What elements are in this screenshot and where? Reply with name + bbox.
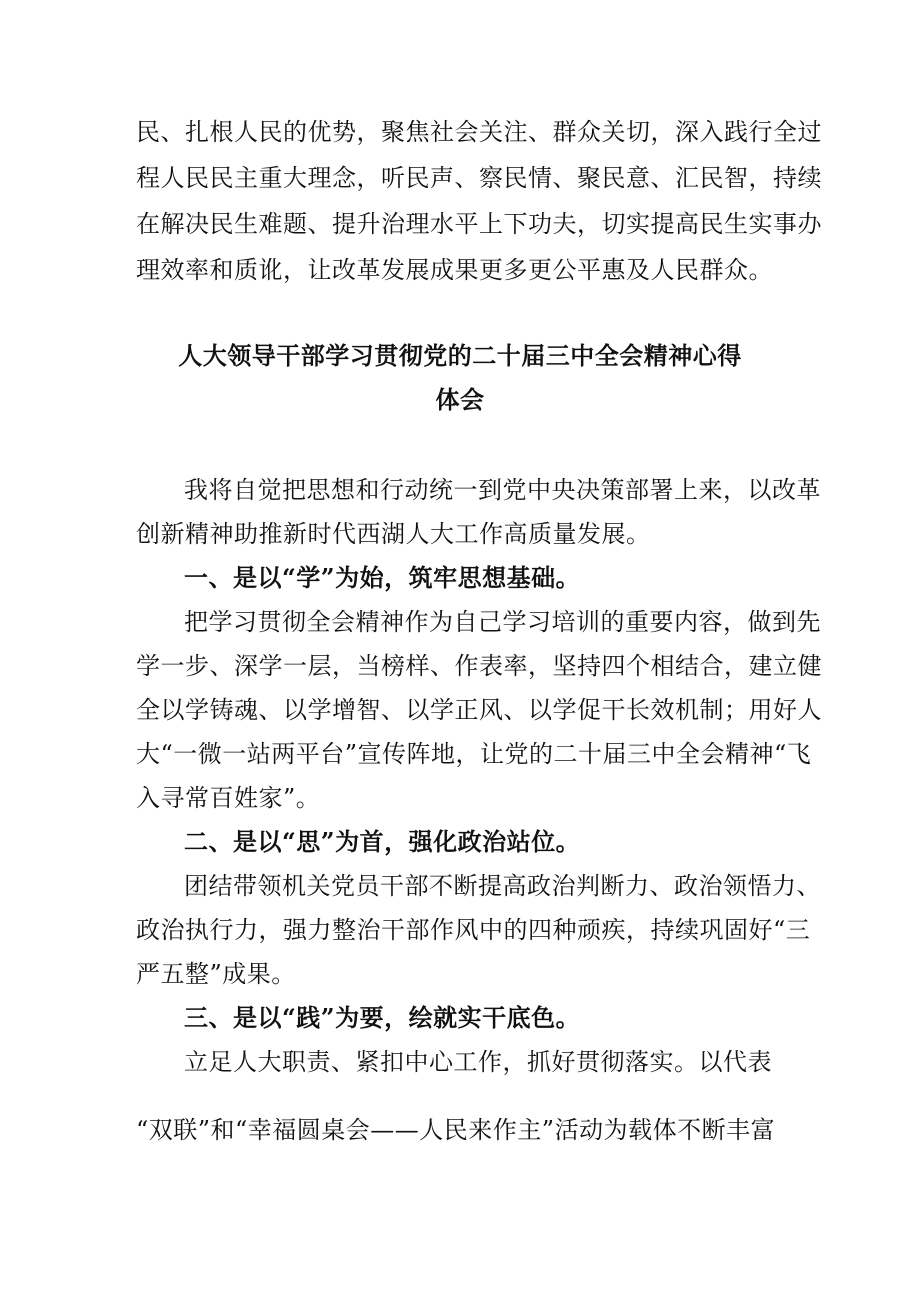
title-line-1: 人大领导干部学习贯彻党的二十届三中全会精神心得 bbox=[178, 341, 742, 370]
title-line-2: 体会 bbox=[435, 385, 485, 414]
text-line: 程人民民主重大理念，听民声、察民情、聚民意、汇民智，持续 bbox=[136, 164, 822, 192]
text-line: 在解决民生难题、提升治理水平上下功夫，切实提高民生实事办 bbox=[136, 210, 822, 238]
text-line: 我将自觉把思想和行动统一到党中央决策部署上来，以改革 bbox=[184, 476, 821, 504]
text-line: 民、扎根人民的优势，聚焦社会关注、群众关切，深入践行全过 bbox=[136, 118, 822, 146]
text-line: 创新精神助推新时代西湖人大工作高质量发展。 bbox=[136, 520, 651, 548]
text-line: 立足人大职责、紧扣中心工作，抓好贯彻落实。以代表 bbox=[184, 1048, 772, 1076]
text-line: 理效率和质讹，让改革发展成果更多更公平惠及人民群众。 bbox=[136, 256, 773, 284]
text-line: 大“一微一站两平台”宣传阵地，让党的二十届三中全会精神“飞 bbox=[136, 740, 812, 768]
text-line: 严五整”成果。 bbox=[136, 960, 296, 988]
text-line: 政治执行力，强力整治干部作风中的四种顽疾，持续巩固好“三 bbox=[136, 916, 811, 944]
section-heading: 一、是以“学”为始，筑牢思想基础。 bbox=[184, 563, 581, 592]
section-heading: 二、是以“思”为首，强化政治站位。 bbox=[184, 827, 581, 856]
text-line: 把学习贯彻全会精神作为自己学习培训的重要内容，做到先 bbox=[184, 608, 821, 636]
text-line: 入寻常百姓家”。 bbox=[136, 784, 321, 812]
text-line: 团结带领机关党员干部不断提高政治判断力、政治领悟力、 bbox=[184, 872, 821, 900]
text-line: “双联”和“幸福圆桌会——人民来作主”活动为载体不断丰富 bbox=[136, 1116, 776, 1144]
section-heading: 三、是以“践”为要，绘就实干底色。 bbox=[184, 1003, 581, 1032]
text-line: 全以学铸魂、以学增智、以学正风、以学促干长效机制；用好人 bbox=[136, 696, 822, 724]
text-line: 学一步、深学一层，当榜样、作表率，坚持四个相结合，建立健 bbox=[136, 652, 822, 680]
